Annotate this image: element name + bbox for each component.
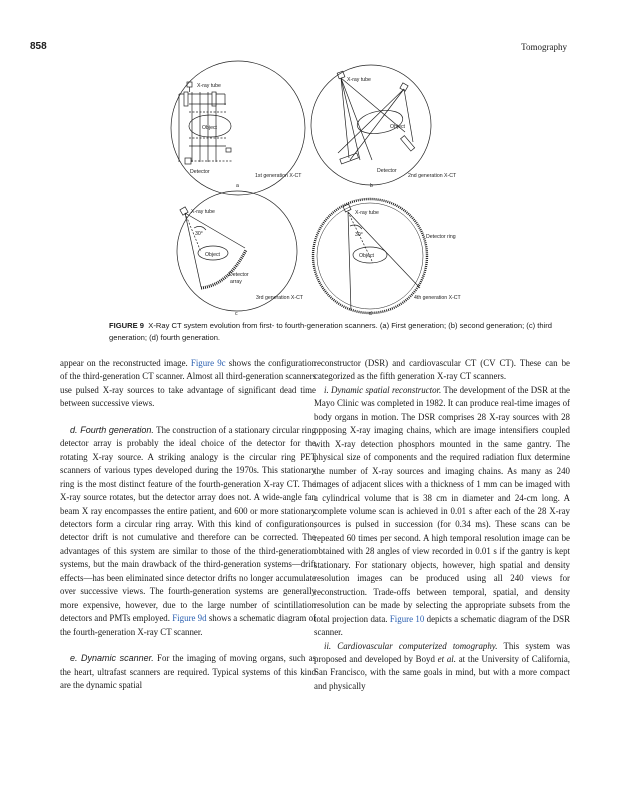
panel-d-generation-label: 4th generation X-CT — [414, 295, 461, 301]
panel-b-circle — [311, 65, 431, 185]
panel-c-angle-label: 30° — [195, 231, 203, 237]
panel-b-letter: b — [370, 183, 373, 189]
subsection-heading-cvct: ii. Cardiovascular computerized tomography. — [324, 640, 498, 651]
text-run: depicts a schematic diagram of the DSR scanner. — [314, 613, 570, 638]
paragraph — [60, 357, 316, 411]
text-run: The construction of a stationary circular ring detector array is probably the ideal choice of the detector for the rotating X-ray source. A striking analogy is the circular ring PET scanners of various types developed during the 1970s. This stationary ring is the most distinct feature of the fourth-generation X-ray CT. The X-ray source rotates, but the detector array does not. A wide-angle fan beam X ray encompasses the entire patient, and 600 or more stationary detectors form a circular ring array. With this kind of configuration, detector drift is not cumulative and therefore can be corrected. The advantages of this system are similar to those of the third-generation systems, but the main drawback of the third-generation systems—drift effects—has been eliminated since detector drifts no longer accumulate over successive views. The fourth-generation systems are generally more expensive, however, due to the large number of scintillation detectors and PMTs employed. — [60, 424, 317, 624]
paragraph — [60, 424, 316, 639]
panel-b-detector-icon — [340, 153, 359, 164]
panel-c-detector-label-1: Detector — [229, 272, 249, 278]
panel-c-source-label: X-ray tube — [191, 209, 215, 215]
panel-d-source-label: X-ray tube — [355, 210, 379, 216]
panel-d-detector-label: Detector ring — [426, 234, 456, 240]
panel-b-object-label: Object — [390, 124, 405, 130]
right-column — [314, 357, 570, 693]
figure-9c-link[interactable]: Figure 9c — [190, 358, 226, 368]
section-heading-fourth-generation: d. Fourth generation. — [70, 424, 154, 435]
panel-b — [311, 65, 431, 185]
paragraph: reconstructor (DSR) and cardiovascular CT (CV CT). These can be categorized as the fifth generation X-ray CT scanners. — [314, 358, 570, 382]
text-run: at the University of California, San Francisco, with the same goals in mind, but with a more compact and physically — [314, 653, 570, 691]
text-run: For the imaging of moving organs, such as the heart, ultrafast scanners are required. Typical systems of this kind are the dynamic spatial — [60, 653, 316, 690]
panel-a-detector-label: Detector — [190, 169, 210, 175]
text-run: shows a schematic diagram of the fourth-generation X-ray CT scanner. — [60, 613, 316, 637]
panel-d-angle-label: 30° — [355, 232, 363, 238]
running-title: Tomography — [521, 42, 567, 52]
figure-9d-link[interactable]: Figure 9d — [172, 613, 207, 624]
panel-a-xray-tube-icon — [187, 82, 192, 87]
section-heading-dynamic-scanner: e. Dynamic scanner. — [70, 653, 154, 664]
panel-c-detector-label-2: array — [230, 279, 242, 285]
panel-a-generation-label: 1st generation X-CT — [255, 173, 302, 179]
panel-a-source-label: X-ray tube — [197, 83, 221, 89]
text-run: et al. — [437, 653, 456, 664]
panel-c-object-label: Object — [205, 252, 220, 258]
panel-c-letter: c — [235, 311, 238, 317]
text-run: This system was proposed and developed by Boyd — [314, 640, 570, 664]
panel-a-detector-icon — [185, 158, 191, 164]
panel-a-letter: a — [236, 183, 239, 189]
paragraph — [60, 652, 316, 692]
text-run: The development of the DSR at the Mayo Clinic was completed in 1982. It can produce real-time images of body organs in motion. The DSR comprises 28 X-ray sources with 28 opposing X-ray imaging chains, which are image intensifiers coupled with X-ray detection phosphors mounted in the same gantry. The physical size of components and the required radiation flux determine the number of X-ray sources and imaging chains. As many as 240 images of adjacent slices with a thickness of 1 mm can be imaged with a cylindrical volume that is 38 cm in diameter and 24-cm long. A complete volume scan is achieved in 0.01 s after each of the 28 X-ray sources is pulsed in succession (for 0.34 ms). These scans can be repeated 60 times per second. A high temporal resolution image can be obtained with 28 angles of view recorded in 0.01 s if the gantry is kept stationary. For stationary objects, however, high spatial and density resolution images can be produced using all 240 views for reconstruction. Trade-offs between temporal, spatial, and density resolution can be made by selecting the appropriate subsets from the total projection data. — [314, 384, 570, 624]
panel-b-generation-label: 2nd generation X-CT — [408, 173, 457, 179]
panel-d-letter: d — [369, 311, 372, 317]
paragraph — [314, 640, 570, 694]
figure-caption — [109, 320, 579, 344]
panel-b-object — [355, 107, 404, 137]
paragraph — [314, 384, 570, 640]
subsection-heading-dsr: i. Dynamic spatial reconstructor. — [324, 384, 442, 395]
figure-caption-label: FIGURE 9 — [109, 321, 145, 330]
text-run: appear on the reconstructed image. — [60, 358, 191, 368]
figure-9 — [0, 0, 617, 320]
text-run: shows the configuration of the third-generation CT scanner. Almost all third-generation scanners use pulsed X-ray sources to take advantage of significant dead time between successive views. — [60, 358, 316, 409]
panel-b-source-label: X-ray tube — [347, 77, 371, 83]
figure-caption-text: X-Ray CT system evolution from first- to fourth-generation scanners. (a) First generation; (b) second generation; (c) third generation; (d) fourth generation. — [109, 321, 553, 342]
page-number: 858 — [30, 41, 47, 52]
figure-10-link[interactable]: Figure 10 — [389, 613, 425, 624]
panel-d-object-label: Object — [359, 253, 374, 259]
panel-a-object-label: Object — [202, 125, 217, 131]
panel-b-detector-label: Detector — [377, 168, 397, 174]
left-column — [60, 357, 316, 692]
panel-c-generation-label: 3rd generation X-CT — [256, 295, 303, 301]
